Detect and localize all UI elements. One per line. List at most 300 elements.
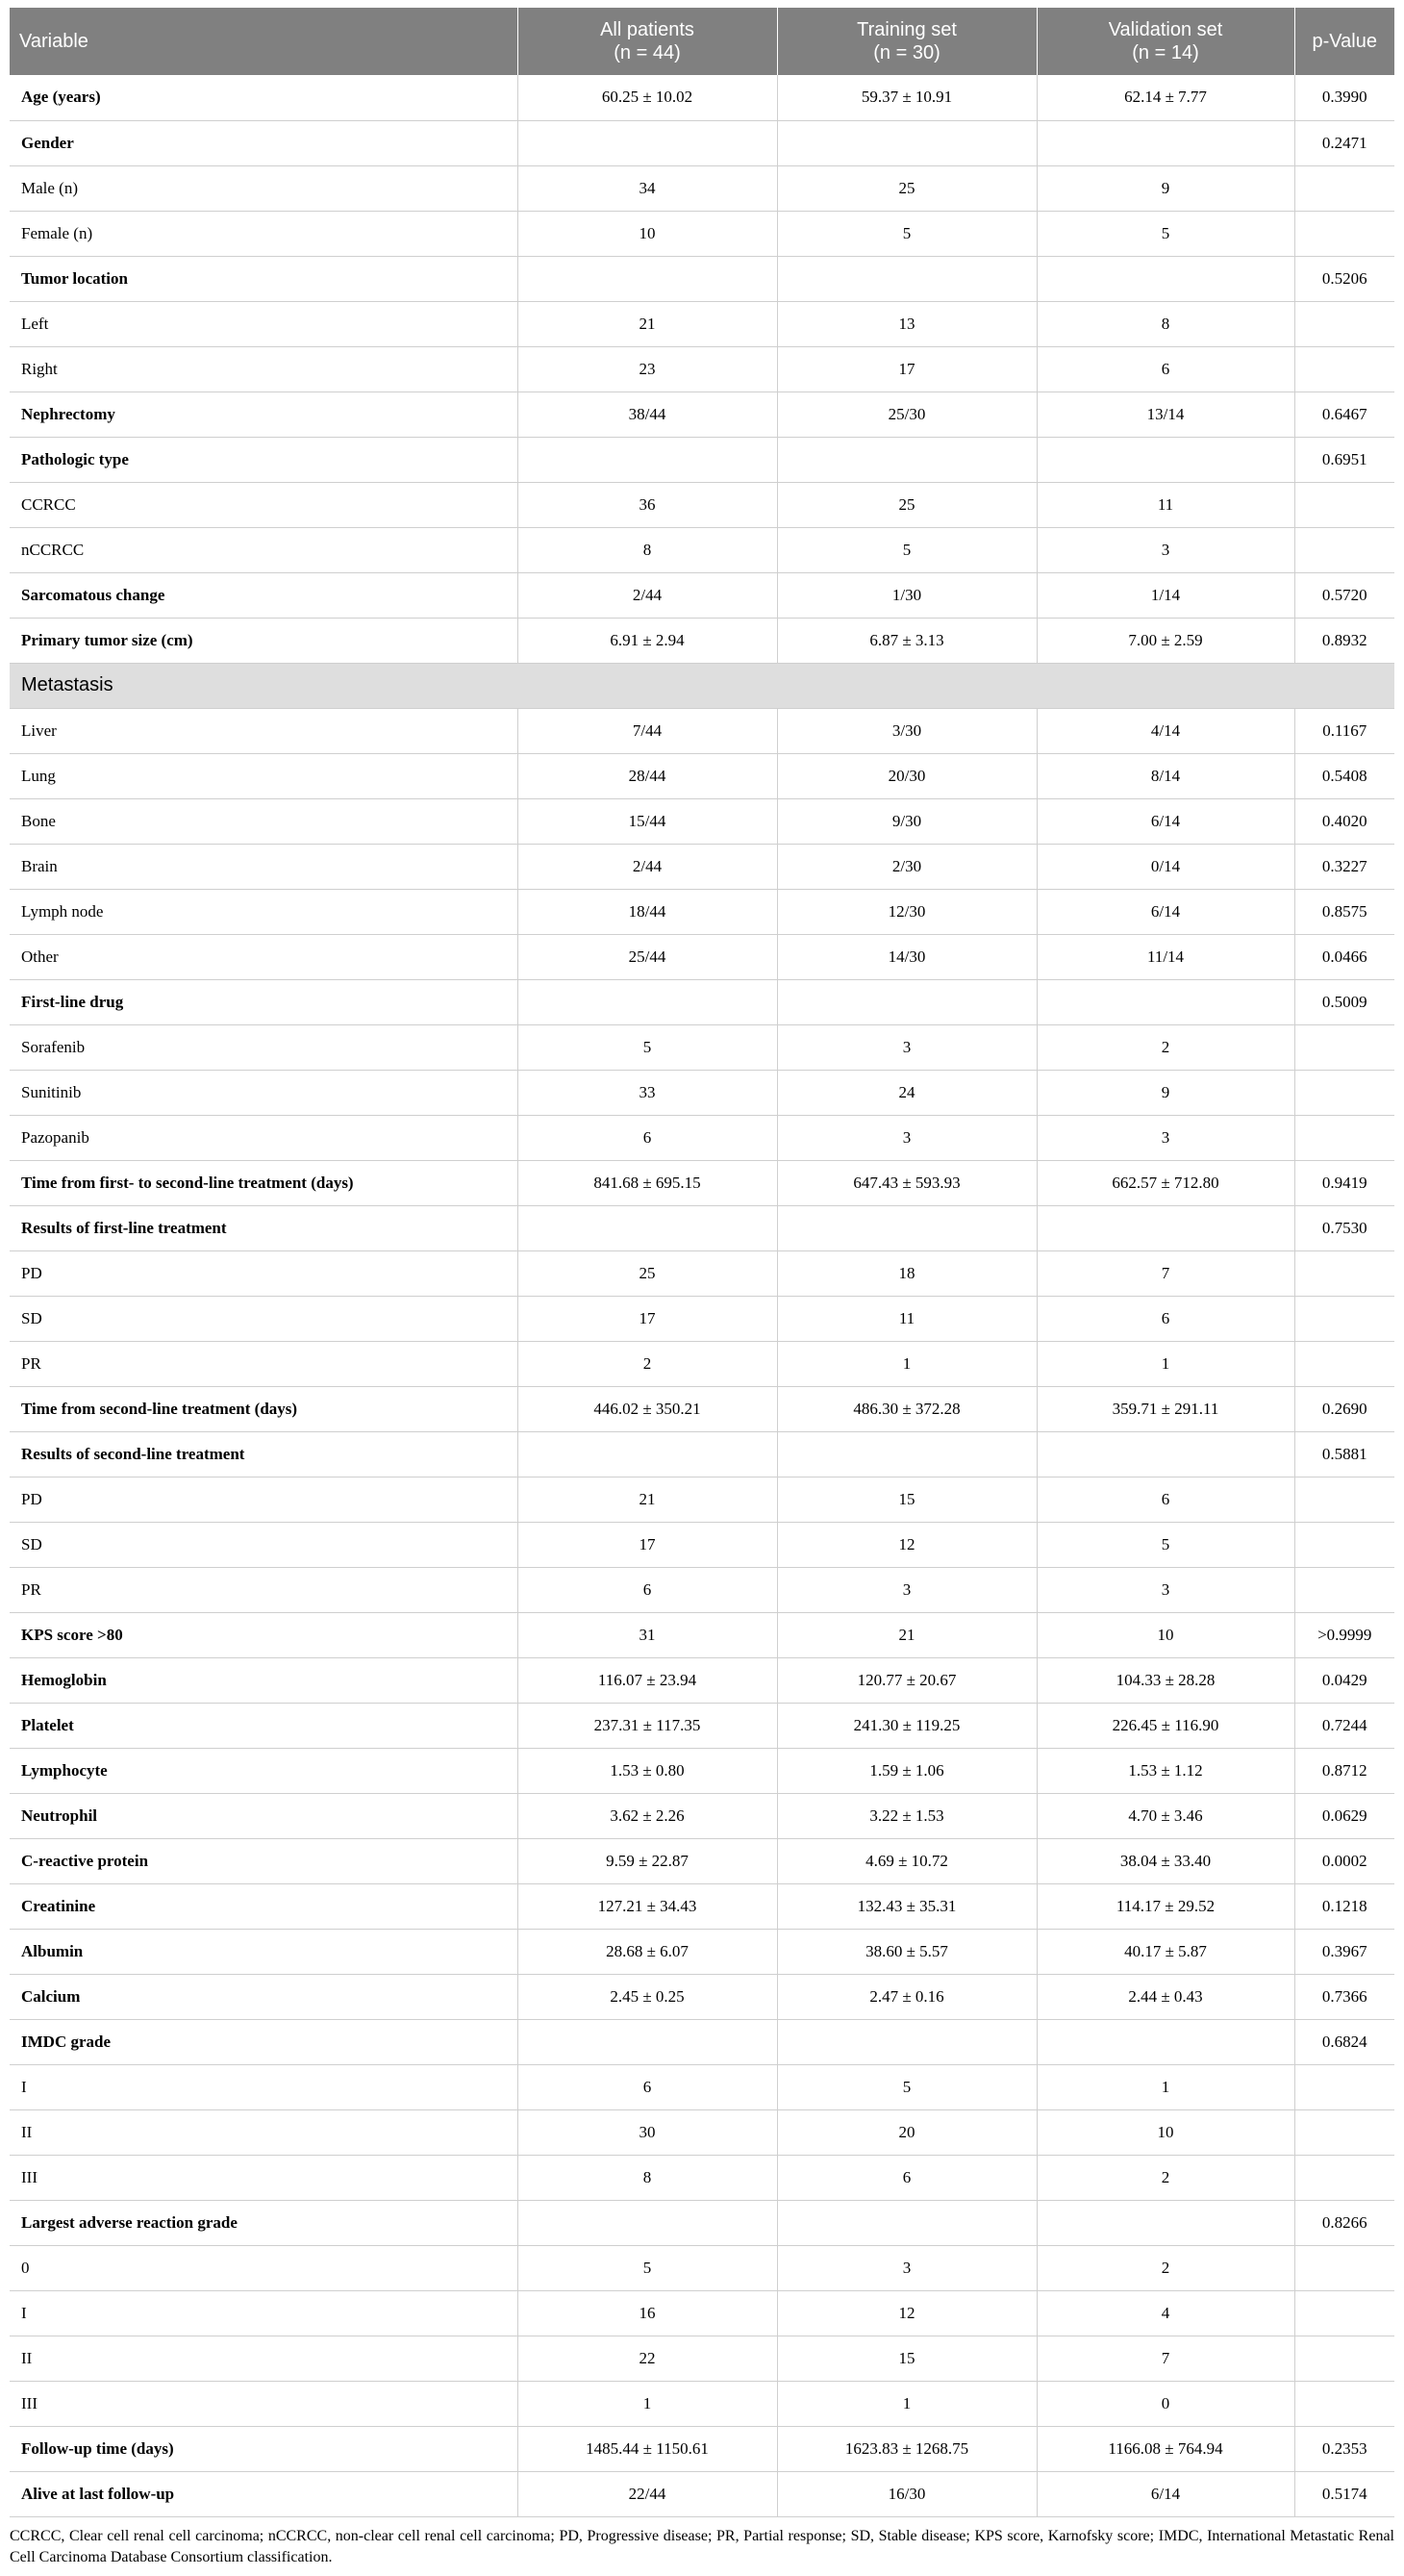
cell-validation-set [1037,256,1294,301]
cell-training-set: 9/30 [777,798,1037,844]
cell-training-set: 25 [777,165,1037,211]
cell-p-value [1294,301,1394,346]
cell-all-patients: 6 [517,2064,777,2109]
cell-variable: II [10,2109,517,2155]
cell-training-set: 3.22 ± 1.53 [777,1793,1037,1838]
cell-all-patients [517,2019,777,2064]
cell-p-value [1294,1522,1394,1567]
cell-variable: Other [10,934,517,979]
cell-variable: Sunitinib [10,1070,517,1115]
cell-validation-set: 13/14 [1037,391,1294,437]
table-row [10,1838,1394,1883]
cell-variable: Tumor location [10,256,517,301]
cell-p-value [1294,1341,1394,1386]
cell-training-set [777,1205,1037,1250]
cell-training-set: 1 [777,2381,1037,2426]
cell-validation-set [1037,2019,1294,2064]
cell-all-patients [517,979,777,1024]
cell-p-value: 0.6467 [1294,391,1394,437]
cell-all-patients: 38/44 [517,391,777,437]
cell-p-value: 0.2471 [1294,120,1394,165]
header-p-value-line: p-Value [1312,31,1377,52]
cell-variable: PD [10,1250,517,1296]
table-row [10,482,1394,527]
cell-p-value: 0.8266 [1294,2200,1394,2245]
cell-p-value [1294,482,1394,527]
cell-variable: First-line drug [10,979,517,1024]
cell-p-value: 0.9419 [1294,1160,1394,1205]
cell-validation-set: 4/14 [1037,708,1294,753]
cell-variable: Female (n) [10,211,517,256]
header-training-set [777,8,1037,75]
cell-p-value [1294,2109,1394,2155]
cell-validation-set: 7 [1037,2336,1294,2381]
table-row [10,1115,1394,1160]
cell-validation-set: 8 [1037,301,1294,346]
cell-p-value: 0.7530 [1294,1205,1394,1250]
cell-variable: IMDC grade [10,2019,517,2064]
cell-all-patients: 8 [517,527,777,572]
cell-variable: Brain [10,844,517,889]
table-row [10,1522,1394,1567]
table-row [10,75,1394,120]
cell-validation-set: 10 [1037,2109,1294,2155]
cell-all-patients: 33 [517,1070,777,1115]
cell-all-patients: 1 [517,2381,777,2426]
cell-validation-set: 6/14 [1037,889,1294,934]
cell-training-set: 18 [777,1250,1037,1296]
cell-p-value: 0.0466 [1294,934,1394,979]
cell-training-set: 5 [777,211,1037,256]
cell-p-value [1294,346,1394,391]
cell-variable: Gender [10,120,517,165]
cell-variable: Platelet [10,1703,517,1748]
cell-all-patients: 237.31 ± 117.35 [517,1703,777,1748]
cell-training-set: 12 [777,2290,1037,2336]
table-row [10,1250,1394,1296]
table-footnote: CCRCC, Clear cell renal cell carcinoma; nCCRCC, non-clear cell renal cell carcinoma; PD, Progressive disease; PR, Partial response; SD, Stable disease; KPS score, Karnofsky score; IMDC, International Metastatic Renal Cell Carcinoma Database Consortium classification. [10,2528,1394,2565]
cell-validation-set [1037,979,1294,1024]
cell-training-set: 25/30 [777,391,1037,437]
table-row [10,934,1394,979]
cell-validation-set: 359.71 ± 291.11 [1037,1386,1294,1431]
cell-p-value [1294,2381,1394,2426]
cell-validation-set: 7.00 ± 2.59 [1037,618,1294,663]
table-row [10,618,1394,663]
table-row [10,2019,1394,2064]
table-row [10,1070,1394,1115]
cell-training-set: 5 [777,527,1037,572]
cell-all-patients: 116.07 ± 23.94 [517,1657,777,1703]
cell-training-set: 1.59 ± 1.06 [777,1748,1037,1793]
cell-all-patients: 7/44 [517,708,777,753]
cell-p-value: 0.5720 [1294,572,1394,618]
table-row [10,1567,1394,1612]
cell-variable: Lung [10,753,517,798]
cell-all-patients: 2.45 ± 0.25 [517,1974,777,2019]
cell-all-patients: 3.62 ± 2.26 [517,1793,777,1838]
table-row [10,2336,1394,2381]
table-container [10,8,1394,2517]
cell-p-value: 0.8575 [1294,889,1394,934]
table-row [10,1160,1394,1205]
cell-validation-set: 2 [1037,2245,1294,2290]
header-validation-set-line: Validation set [1108,19,1223,40]
cell-variable: nCCRCC [10,527,517,572]
cell-variable: Male (n) [10,165,517,211]
cell-p-value: >0.9999 [1294,1612,1394,1657]
table-row [10,2064,1394,2109]
cell-all-patients: 30 [517,2109,777,2155]
cell-training-set: 12 [777,1522,1037,1567]
cell-p-value [1294,1024,1394,1070]
table-row [10,889,1394,934]
cell-training-set [777,2019,1037,2064]
cell-validation-set: 5 [1037,1522,1294,1567]
cell-training-set: 2.47 ± 0.16 [777,1974,1037,2019]
cell-training-set: 5 [777,2064,1037,2109]
cell-training-set: 20 [777,2109,1037,2155]
table-row [10,2109,1394,2155]
cell-variable: PR [10,1341,517,1386]
cell-variable: Largest adverse reaction grade [10,2200,517,2245]
header-variable-line: Variable [19,31,88,52]
cell-validation-set: 2 [1037,2155,1294,2200]
cell-variable: I [10,2290,517,2336]
cell-variable: Age (years) [10,75,517,120]
table-row [10,1341,1394,1386]
table-row [10,1974,1394,2019]
cell-variable: I [10,2064,517,2109]
cell-all-patients: 9.59 ± 22.87 [517,1838,777,1883]
cell-p-value: 0.8712 [1294,1748,1394,1793]
cell-p-value [1294,1115,1394,1160]
cell-variable: C-reactive protein [10,1838,517,1883]
cell-variable: Follow-up time (days) [10,2426,517,2471]
cell-training-set: 4.69 ± 10.72 [777,1838,1037,1883]
cell-training-set: 1623.83 ± 1268.75 [777,2426,1037,2471]
cell-validation-set [1037,120,1294,165]
header-all-patients-line: (n = 44) [614,42,681,63]
cell-validation-set: 4 [1037,2290,1294,2336]
header-training-set-line: (n = 30) [873,42,940,63]
cell-validation-set: 10 [1037,1612,1294,1657]
cell-all-patients: 18/44 [517,889,777,934]
cell-training-set: 6.87 ± 3.13 [777,618,1037,663]
cell-all-patients [517,256,777,301]
cell-all-patients: 1.53 ± 0.80 [517,1748,777,1793]
cell-p-value: 0.5206 [1294,256,1394,301]
cell-p-value: 0.8932 [1294,618,1394,663]
cell-training-set [777,1431,1037,1477]
table-row [10,2200,1394,2245]
cell-variable: Sorafenib [10,1024,517,1070]
cell-variable: Results of second-line treatment [10,1431,517,1477]
cell-validation-set: 1166.08 ± 764.94 [1037,2426,1294,2471]
cell-training-set: 24 [777,1070,1037,1115]
table-row [10,1657,1394,1703]
table-row [10,527,1394,572]
cell-validation-set: 4.70 ± 3.46 [1037,1793,1294,1838]
cell-p-value: 0.3990 [1294,75,1394,120]
cell-p-value [1294,1070,1394,1115]
cell-variable: SD [10,1296,517,1341]
cell-all-patients [517,2200,777,2245]
cell-variable: II [10,2336,517,2381]
cell-validation-set: 9 [1037,1070,1294,1115]
cell-variable: Lymph node [10,889,517,934]
cell-all-patients: 841.68 ± 695.15 [517,1160,777,1205]
table-row [10,120,1394,165]
cell-validation-set: 1/14 [1037,572,1294,618]
cell-training-set: 20/30 [777,753,1037,798]
cell-validation-set [1037,437,1294,482]
table-row [10,1024,1394,1070]
cell-all-patients [517,1205,777,1250]
cell-validation-set: 6/14 [1037,2471,1294,2516]
cell-p-value [1294,1250,1394,1296]
cell-variable: CCRCC [10,482,517,527]
cell-training-set: 12/30 [777,889,1037,934]
table-row [10,708,1394,753]
cell-p-value: 0.6951 [1294,437,1394,482]
cell-all-patients: 5 [517,1024,777,1070]
table-header-row [10,8,1394,75]
cell-variable: Liver [10,708,517,753]
cell-training-set: 38.60 ± 5.57 [777,1929,1037,1974]
cell-validation-set: 1 [1037,2064,1294,2109]
cell-validation-set [1037,2200,1294,2245]
cell-p-value: 0.7244 [1294,1703,1394,1748]
cell-variable: Time from first- to second-line treatment (days) [10,1160,517,1205]
header-p-value [1294,8,1394,75]
table-row [10,437,1394,482]
cell-p-value [1294,527,1394,572]
cell-variable: Lymphocyte [10,1748,517,1793]
table-row [10,1431,1394,1477]
cell-validation-set: 104.33 ± 28.28 [1037,1657,1294,1703]
cell-p-value [1294,2290,1394,2336]
cell-training-set [777,2200,1037,2245]
cell-training-set: 3/30 [777,708,1037,753]
cell-all-patients: 17 [517,1296,777,1341]
cell-training-set: 6 [777,2155,1037,2200]
cell-training-set: 3 [777,1567,1037,1612]
cell-validation-set: 6 [1037,346,1294,391]
cell-p-value: 0.5174 [1294,2471,1394,2516]
table-row [10,1386,1394,1431]
cell-p-value [1294,2336,1394,2381]
cell-all-patients: 2/44 [517,572,777,618]
cell-p-value: 0.5009 [1294,979,1394,1024]
cell-all-patients: 2 [517,1341,777,1386]
cell-all-patients: 23 [517,346,777,391]
cell-validation-set: 2 [1037,1024,1294,1070]
cell-validation-set: 2.44 ± 0.43 [1037,1974,1294,2019]
cell-training-set: 647.43 ± 593.93 [777,1160,1037,1205]
cell-variable: Right [10,346,517,391]
cell-training-set: 15 [777,2336,1037,2381]
header-training-set-line: Training set [857,19,957,40]
cell-p-value [1294,1477,1394,1522]
cell-validation-set: 6 [1037,1296,1294,1341]
cell-variable: Nephrectomy [10,391,517,437]
cell-all-patients: 1485.44 ± 1150.61 [517,2426,777,2471]
cell-validation-set: 8/14 [1037,753,1294,798]
cell-validation-set: 0 [1037,2381,1294,2426]
cell-p-value: 0.5408 [1294,753,1394,798]
table-row [10,1477,1394,1522]
cell-validation-set: 6 [1037,1477,1294,1522]
cell-all-patients: 2/44 [517,844,777,889]
cell-p-value [1294,2064,1394,2109]
cell-validation-set [1037,1431,1294,1477]
table-row [10,844,1394,889]
cell-training-set: 13 [777,301,1037,346]
cell-variable: Pazopanib [10,1115,517,1160]
cell-p-value [1294,2245,1394,2290]
cell-all-patients: 6.91 ± 2.94 [517,618,777,663]
cell-all-patients: 60.25 ± 10.02 [517,75,777,120]
cell-p-value: 0.2353 [1294,2426,1394,2471]
cell-all-patients: 8 [517,2155,777,2200]
section-row [10,663,1394,708]
table-row [10,165,1394,211]
table-row [10,1296,1394,1341]
cell-variable: Alive at last follow-up [10,2471,517,2516]
cell-all-patients: 127.21 ± 34.43 [517,1883,777,1929]
header-all-patients-line: All patients [600,19,694,40]
cell-all-patients [517,437,777,482]
cell-all-patients: 6 [517,1115,777,1160]
cell-p-value: 0.4020 [1294,798,1394,844]
cell-variable: Results of first-line treatment [10,1205,517,1250]
cell-all-patients: 21 [517,301,777,346]
cell-all-patients: 17 [517,1522,777,1567]
cell-validation-set: 3 [1037,527,1294,572]
cell-training-set: 241.30 ± 119.25 [777,1703,1037,1748]
table-row [10,256,1394,301]
cell-all-patients [517,120,777,165]
cell-variable: Pathologic type [10,437,517,482]
table-row [10,2381,1394,2426]
cell-variable: Left [10,301,517,346]
cell-validation-set: 226.45 ± 116.90 [1037,1703,1294,1748]
cell-variable: 0 [10,2245,517,2290]
cell-p-value: 0.5881 [1294,1431,1394,1477]
cell-training-set: 17 [777,346,1037,391]
cell-validation-set: 40.17 ± 5.87 [1037,1929,1294,1974]
table-row [10,346,1394,391]
section-label: Metastasis [10,663,1394,708]
cell-p-value: 0.3227 [1294,844,1394,889]
cell-all-patients: 25 [517,1250,777,1296]
table-row [10,1703,1394,1748]
cell-all-patients: 22 [517,2336,777,2381]
cell-variable: PD [10,1477,517,1522]
cell-variable: III [10,2155,517,2200]
cell-validation-set: 114.17 ± 29.52 [1037,1883,1294,1929]
table-row [10,1883,1394,1929]
cell-training-set: 25 [777,482,1037,527]
cell-training-set: 11 [777,1296,1037,1341]
cell-training-set: 2/30 [777,844,1037,889]
cell-variable: Sarcomatous change [10,572,517,618]
table-row [10,798,1394,844]
cell-variable: Calcium [10,1974,517,2019]
cell-p-value [1294,1567,1394,1612]
cell-all-patients: 25/44 [517,934,777,979]
cell-training-set: 15 [777,1477,1037,1522]
cell-validation-set: 3 [1037,1567,1294,1612]
table-body [10,75,1394,2516]
cell-p-value: 0.1167 [1294,708,1394,753]
cell-validation-set: 662.57 ± 712.80 [1037,1160,1294,1205]
cell-all-patients: 10 [517,211,777,256]
cell-all-patients: 21 [517,1477,777,1522]
cell-all-patients: 15/44 [517,798,777,844]
cell-validation-set: 62.14 ± 7.77 [1037,75,1294,120]
cell-training-set: 120.77 ± 20.67 [777,1657,1037,1703]
cell-p-value: 0.3967 [1294,1929,1394,1974]
cell-p-value: 0.0429 [1294,1657,1394,1703]
cell-validation-set: 6/14 [1037,798,1294,844]
cell-training-set: 1/30 [777,572,1037,618]
table-row [10,1205,1394,1250]
cell-p-value [1294,2155,1394,2200]
cell-validation-set: 5 [1037,211,1294,256]
cell-all-patients: 36 [517,482,777,527]
cell-training-set: 3 [777,1115,1037,1160]
cell-training-set: 59.37 ± 10.91 [777,75,1037,120]
cell-p-value: 0.7366 [1294,1974,1394,2019]
cell-variable: PR [10,1567,517,1612]
cell-training-set [777,437,1037,482]
cell-p-value: 0.0629 [1294,1793,1394,1838]
table-row [10,1612,1394,1657]
cell-all-patients: 22/44 [517,2471,777,2516]
cell-training-set: 21 [777,1612,1037,1657]
cell-variable: Creatinine [10,1883,517,1929]
header-validation-set [1037,8,1294,75]
cell-validation-set: 11 [1037,482,1294,527]
cell-training-set [777,120,1037,165]
cell-variable: Neutrophil [10,1793,517,1838]
cell-all-patients: 6 [517,1567,777,1612]
cell-validation-set: 0/14 [1037,844,1294,889]
cell-all-patients: 28.68 ± 6.07 [517,1929,777,1974]
table-row [10,2155,1394,2200]
cell-all-patients: 31 [517,1612,777,1657]
cell-validation-set: 3 [1037,1115,1294,1160]
cell-training-set [777,256,1037,301]
cell-p-value: 0.2690 [1294,1386,1394,1431]
cell-training-set: 132.43 ± 35.31 [777,1883,1037,1929]
header-all-patients [517,8,777,75]
cell-p-value: 0.1218 [1294,1883,1394,1929]
header-validation-set-line: (n = 14) [1132,42,1199,63]
table-row [10,2426,1394,2471]
cell-p-value [1294,1296,1394,1341]
cell-variable: SD [10,1522,517,1567]
table-row [10,1929,1394,1974]
cell-p-value: 0.0002 [1294,1838,1394,1883]
cell-validation-set: 9 [1037,165,1294,211]
cell-training-set: 16/30 [777,2471,1037,2516]
cell-variable: Albumin [10,1929,517,1974]
cell-validation-set [1037,1205,1294,1250]
cell-validation-set: 11/14 [1037,934,1294,979]
